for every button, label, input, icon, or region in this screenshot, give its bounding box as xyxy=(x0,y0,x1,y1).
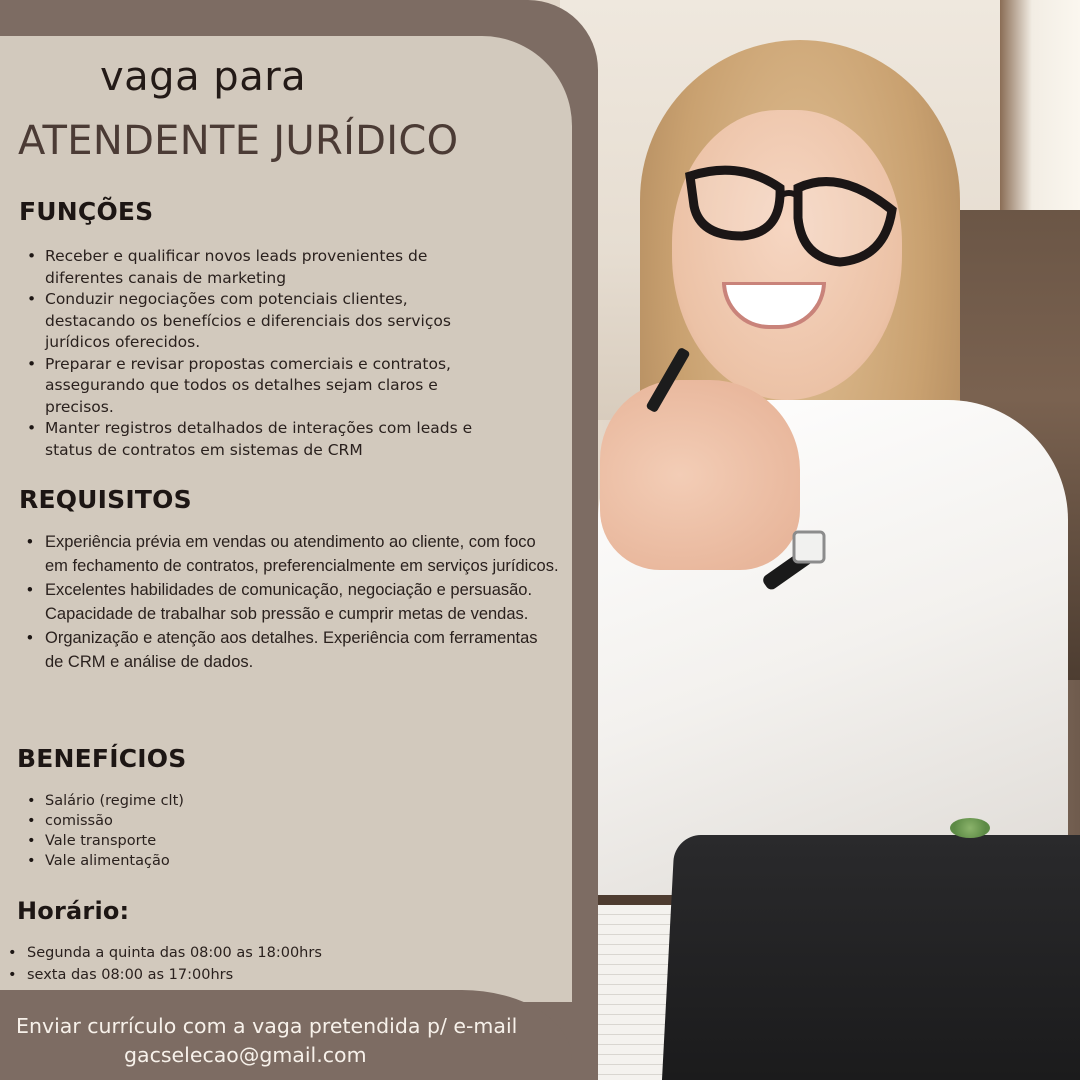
window-light xyxy=(1000,0,1080,230)
laptop xyxy=(661,835,1080,1080)
list-item: • comissão xyxy=(19,811,319,831)
list-item: • Salário (regime clt) xyxy=(19,791,319,811)
list-item: • Vale transporte xyxy=(19,831,319,851)
funcoes-list xyxy=(19,246,489,461)
glasses-icon xyxy=(680,158,905,268)
horario-heading: Horário: xyxy=(17,897,130,925)
apply-instructions: Enviar currículo com a vaga pretendida p/ e-mail xyxy=(16,1014,518,1038)
list-item: • Segunda a quinta das 08:00 as 18:00hrs xyxy=(0,942,400,964)
beneficios-heading: BENEFÍCIOS xyxy=(17,744,187,773)
contact-email[interactable]: gacselecao@gmail.com xyxy=(124,1043,367,1067)
list-item: • Vale alimentação xyxy=(19,851,319,871)
list-item: • Organização e atenção aos detalhes. Experiência com ferramentas de CRM e análise de dados. xyxy=(19,626,559,674)
beneficios-list xyxy=(19,791,319,871)
funcoes-heading: FUNÇÕES xyxy=(19,197,154,226)
list-item: • Receber e qualificar novos leads provenientes de diferentes canais de marketing xyxy=(19,246,489,289)
list-item: • Experiência prévia em vendas ou atendimento ao cliente, com foco em fechamento de contratos, preferencialmente em serviços jurídicos. xyxy=(19,530,559,578)
plant xyxy=(950,818,990,838)
horario-list xyxy=(0,942,400,986)
job-title: ATENDENTE JURÍDICO xyxy=(18,118,459,164)
list-item: • Excelentes habilidades de comunicação, negociação e persuasão. Capacidade de trabalhar sob pressão e cumprir metas de vendas. xyxy=(19,578,559,626)
list-item: • Conduzir negociações com potenciais clientes, destacando os benefícios e diferenciais dos serviços jurídicos oferecidos. xyxy=(19,289,489,354)
requisitos-list xyxy=(19,530,559,674)
list-item: • Manter registros detalhados de interações com leads e status de contratos em sistemas de CRM xyxy=(19,418,489,461)
kicker-text: vaga para xyxy=(100,54,307,100)
watch-icon xyxy=(760,530,830,590)
requisitos-heading: REQUISITOS xyxy=(19,485,192,514)
list-item: • sexta das 08:00 as 17:00hrs xyxy=(0,964,400,986)
list-item: • Preparar e revisar propostas comerciais e contratos, assegurando que todos os detalhes sejam claros e precisos. xyxy=(19,354,489,419)
